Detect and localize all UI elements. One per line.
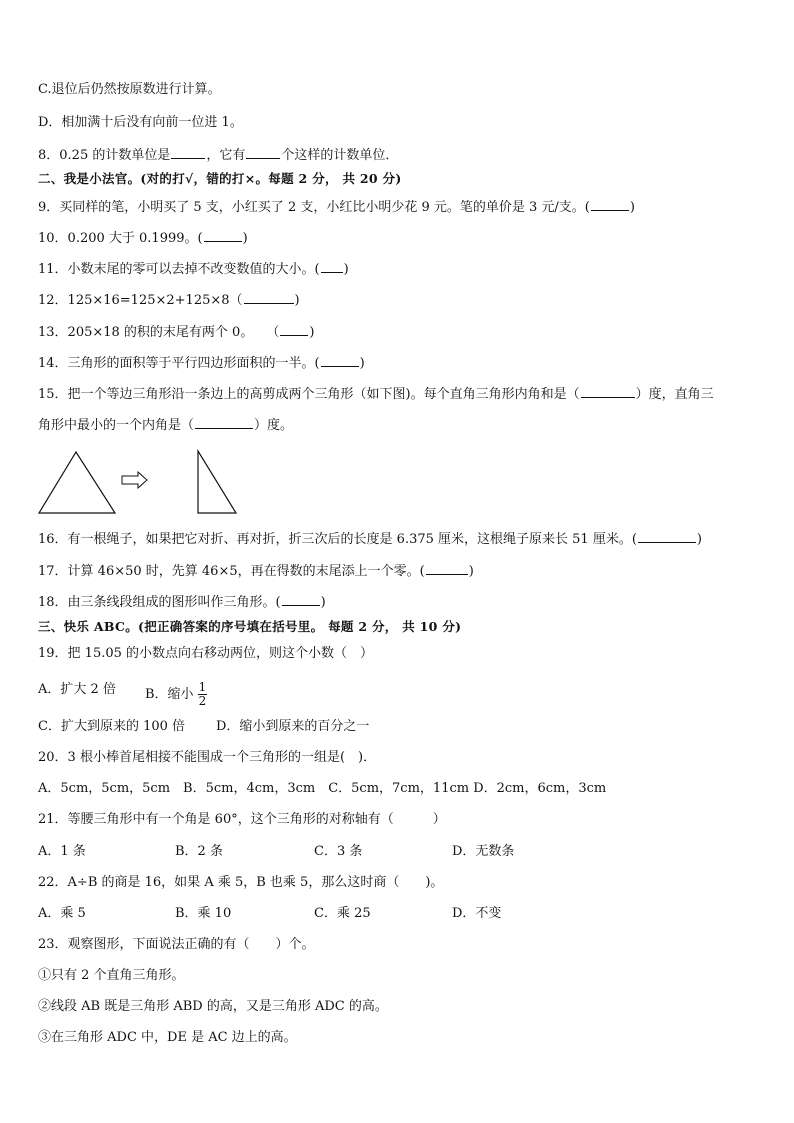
q18-text: 18．由三条线段组成的图形叫作三角形。( (38, 595, 281, 610)
q12-text: 12．125×16=125×2+125×8（ (38, 293, 243, 308)
q22-option-c[interactable]: C．乘 25 (314, 906, 371, 921)
q8-blank-1[interactable] (171, 146, 205, 159)
q19-option-c[interactable]: C．扩大到原来的 100 倍 (38, 719, 186, 734)
q11-close: ) (343, 262, 349, 277)
q12-close: ) (294, 293, 300, 308)
equilateral-triangle (39, 452, 115, 513)
q16-close: ) (696, 532, 702, 547)
q11-answer-blank[interactable] (321, 260, 343, 273)
q19-option-b[interactable] (145, 681, 207, 708)
q13-text: 13．205×18 的积的末尾有两个 0。 （ (38, 325, 280, 340)
q21-option-c[interactable]: C．3 条 (314, 844, 363, 859)
q18-close: ) (320, 595, 326, 610)
q10-close: ) (242, 231, 248, 246)
question-11 (38, 260, 349, 279)
question-22: 22．A÷B 的商是 16，如果 A 乘 5，B 也乘 5，那么这时商（ )。 (38, 875, 444, 890)
question-12 (38, 291, 300, 310)
q11-text: 11．小数末尾的零可以去掉不改变数值的大小。( (38, 262, 320, 277)
q15-tail-a: ）度，直角三 (635, 387, 714, 402)
q14-text: 14．三角形的面积等于平行四边形面积的一半。( (38, 356, 320, 371)
question-9 (38, 198, 635, 217)
question-21: 21．等腰三角形中有一个角是 60°，这个三角形的对称轴有（ ） (38, 812, 446, 827)
q15-tail-b: ）度。 (254, 418, 294, 433)
q21-option-b[interactable]: B．2 条 (175, 844, 223, 859)
q12-answer-blank[interactable] (244, 291, 294, 304)
q23-statement-1: ①只有 2 个直角三角形。 (38, 968, 185, 983)
q15-figure (38, 450, 238, 516)
q15-blank-1[interactable] (581, 385, 635, 398)
q20-options: A．5cm，5cm，5cm B．5cm，4cm，3cm C．5cm，7cm，11cm D．2cm，6cm，3cm (38, 781, 607, 796)
q22-option-d[interactable]: D．不变 (452, 906, 502, 921)
q19-option-d[interactable]: D．缩小到原来的百分之一 (216, 719, 370, 734)
fraction-one-half (198, 681, 208, 708)
option-c-line: C.退位后仍然按原数进行计算。 (38, 82, 221, 97)
q23-statement-2: ②线段 AB 既是三角形 ABD 的高，又是三角形 ADC 的高。 (38, 999, 388, 1014)
q15-blank-2[interactable] (195, 416, 253, 429)
q15-text-b: 角形中最小的一个内角是（ (38, 418, 195, 433)
q8-part-b: ，它有 (206, 148, 246, 163)
q9-text: 9．买同样的笔，小明买了 5 支，小红买了 2 支，小红比小明少花 9 元。笔的单价是 3 元/支。( (38, 200, 590, 215)
question-14 (38, 354, 365, 373)
q13-answer-blank[interactable] (280, 323, 308, 336)
question-13 (38, 323, 314, 342)
fraction-numerator: 1 (198, 680, 207, 694)
question-18 (38, 593, 326, 612)
q16-text: 16．有一根绳子，如果把它对折、再对折，折三次后的长度是 6.375 厘米，这根绳子原来长 51 厘米。( (38, 532, 637, 547)
q13-close: ) (309, 325, 315, 340)
q10-answer-blank[interactable] (204, 229, 242, 242)
option-d-line: D．相加满十后没有向前一位进 1。 (38, 115, 243, 130)
q10-text: 10．0.200 大于 0.1999。( (38, 231, 203, 246)
question-20: 20．3 根小棒首尾相接不能围成一个三角形的一组是( )． (38, 750, 377, 765)
q17-text: 17．计算 46×50 时，先算 46×5，再在得数的末尾添上一个零。( (38, 564, 425, 579)
question-15-line-1 (38, 385, 714, 404)
q21-option-a[interactable]: A．1 条 (38, 844, 86, 859)
q22-option-b[interactable]: B．乘 10 (175, 906, 232, 921)
question-10 (38, 229, 248, 248)
q9-close: ) (629, 200, 635, 215)
q14-answer-blank[interactable] (321, 354, 359, 367)
q16-answer-blank[interactable] (638, 530, 696, 543)
q15-text-a: 15．把一个等边三角形沿一条边上的高剪成两个三角形（如下图)。每个直角三角形内角和是（ (38, 387, 580, 402)
q9-answer-blank[interactable] (591, 198, 629, 211)
question-17 (38, 562, 474, 581)
q8-part-c: 个这样的计数单位． (281, 148, 399, 163)
q17-close: ) (468, 564, 474, 579)
fraction-denominator: 2 (198, 694, 207, 708)
q19-option-b-label: B．缩小 (145, 687, 194, 702)
q19-option-a[interactable]: A．扩大 2 倍 (38, 682, 116, 697)
q23-statement-3: ③在三角形 ADC 中，DE 是 AC 边上的高。 (38, 1030, 297, 1045)
q8-part-a: 8．0.25 的计数单位是 (38, 148, 171, 163)
q18-answer-blank[interactable] (282, 593, 320, 606)
right-triangle (198, 451, 236, 513)
question-16 (38, 530, 702, 549)
q22-option-a[interactable]: A．乘 5 (38, 906, 86, 921)
question-23: 23．观察图形，下面说法正确的有（ ）个。 (38, 937, 315, 952)
q21-option-d[interactable]: D．无数条 (452, 844, 515, 859)
section-2-heading: 二、我是小法官。(对的打√，错的打×。每题 2 分， 共 20 分) (38, 171, 402, 186)
question-15-line-2 (38, 416, 293, 435)
section-3-heading: 三、快乐 ABC。(把正确答案的序号填在括号里。 每题 2 分， 共 10 分) (38, 619, 462, 634)
q14-close: ) (359, 356, 365, 371)
right-arrow-icon (122, 472, 147, 488)
q8-blank-2[interactable] (246, 146, 280, 159)
q17-answer-blank[interactable] (426, 562, 468, 575)
question-19: 19．把 15.05 的小数点向右移动两位，则这个小数（ ） (38, 646, 374, 661)
question-8 (38, 146, 398, 165)
